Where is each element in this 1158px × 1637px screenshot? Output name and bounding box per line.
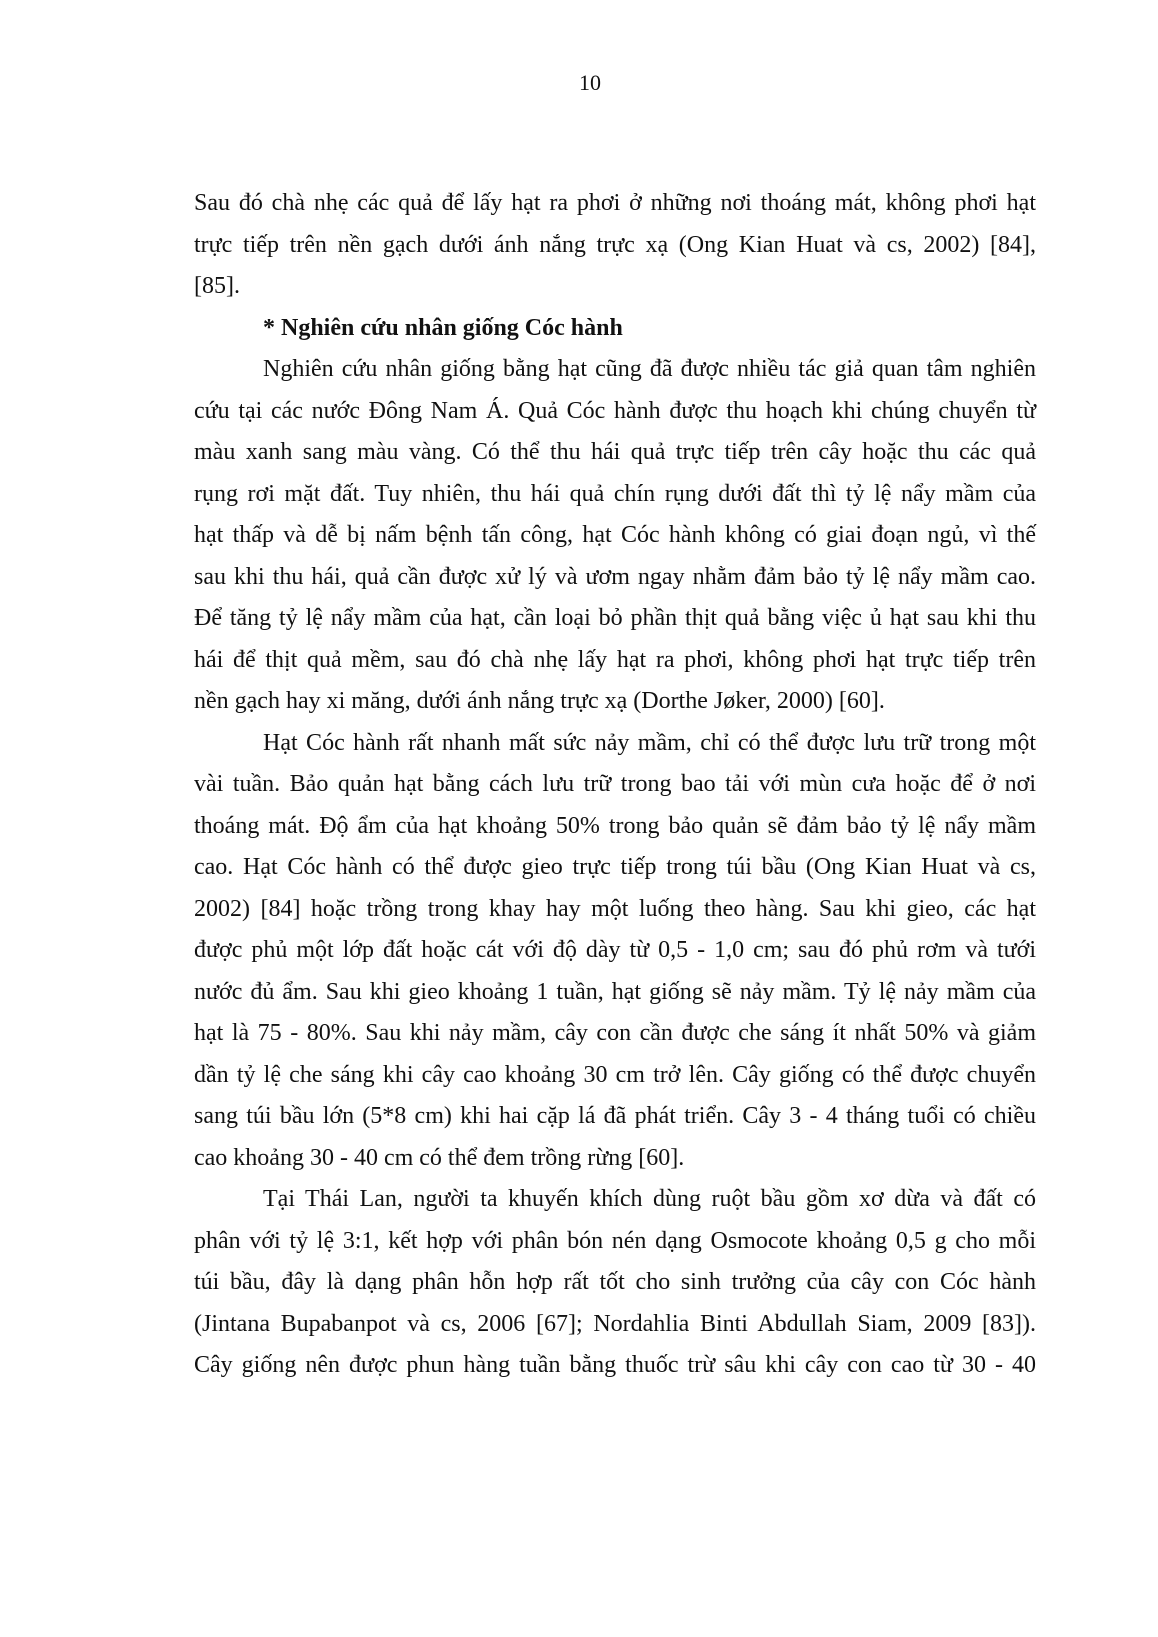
text-line: rụng rơi mặt đất. Tuy nhiên, thu hái quả chín rụng dưới đất thì tỷ lệ nẩy mầm của [194,480,1036,507]
text-line: nền gạch hay xi măng, dưới ánh nắng trực xạ (Dorthe Jøker, 2000) [60]. [194,688,885,714]
text-line: Hạt Cóc hành rất nhanh mất sức nảy mầm, chỉ có thể được lưu trữ trong một [263,729,1036,756]
text-line: được phủ một lớp đất hoặc cát với độ dày từ 0,5 - 1,0 cm; sau đó phủ rơm và tưới [194,937,1036,963]
text-line: Sau đó chà nhẹ các quả để lấy hạt ra phơi ở những nơi thoáng mát, không phơi hạt [194,190,1036,216]
text-line: dần tỷ lệ che sáng khi cây cao khoảng 30 cm trở lên. Cây giống có thể được chuyển [194,1061,1036,1088]
text-line: Để tăng tỷ lệ nẩy mầm của hạt, cần loại bỏ phần thịt quả bằng việc ủ hạt sau khi thu [194,605,1036,631]
text-line: nước đủ ẩm. Sau khi gieo khoảng 1 tuần, hạt giống sẽ nảy mầm. Tỷ lệ nảy mầm của [194,978,1036,1005]
text-line: Cây giống nên được phun hàng tuần bằng thuốc trừ sâu khi cây con cao từ 30 - 40 [194,1352,1036,1378]
text-line: thoáng mát. Độ ẩm của hạt khoảng 50% trong bảo quản sẽ đảm bảo tỷ lệ nẩy mầm [194,812,1036,839]
text-line: túi bầu, đây là dạng phân hỗn hợp rất tốt cho sinh trưởng của cây con Cóc hành [194,1269,1036,1295]
paragraph-seed-propagation [194,349,1036,723]
body-text [194,183,1036,1387]
text-line: màu xanh sang màu vàng. Có thể thu hái quả trực tiếp trên cây hoặc thu các quả [194,439,1036,465]
paragraph-thailand-nursery [194,1179,1036,1387]
text-line: vài tuần. Bảo quản hạt bằng cách lưu trữ trong bao tải với mùn cưa hoặc để ở nơi [194,771,1036,797]
text-line: Nghiên cứu nhân giống bằng hạt cũng đã được nhiều tác giả quan tâm nghiên [263,356,1036,382]
text-line: Tại Thái Lan, người ta khuyến khích dùng ruột bầu gồm xơ dừa và đất có [263,1186,1036,1212]
text-line: (Jintana Bupabanpot và cs, 2006 [67]; Nordahlia Binti Abdullah Siam, 2009 [83]). [194,1310,1036,1337]
section-heading: * Nghiên cứu nhân giống Cóc hành [263,314,623,341]
text-line: 2002) [84] hoặc trồng trong khay hay một luống theo hàng. Sau khi gieo, các hạt [194,895,1036,922]
text-line: hái để thịt quả mềm, sau đó chà nhẹ lấy hạt ra phơi, không phơi hạt trực tiếp trên [194,646,1036,673]
text-line: cao. Hạt Cóc hành có thể được gieo trực tiếp trong túi bầu (Ong Kian Huat và cs, [194,854,1036,880]
text-line: sang túi bầu lớn (5*8 cm) khi hai cặp lá đã phát triển. Cây 3 - 4 tháng tuổi có chiều [194,1103,1036,1129]
text-line: hạt thấp và dễ bị nấm bệnh tấn công, hạt Cóc hành không có giai đoạn ngủ, vì thế [194,522,1036,548]
page-number: 10 [579,70,601,95]
paragraph-seed-storage [194,723,1036,1180]
text-line: phân với tỷ lệ 3:1, kết hợp với phân bón nén dạng Osmocote khoảng 0,5 g cho mỗi [194,1227,1036,1254]
text-line: trực tiếp trên nền gạch dưới ánh nắng trực xạ (Ong Kian Huat và cs, 2002) [84], [194,231,1036,258]
paragraph-seed-drying [194,183,1036,308]
text-line: cao khoảng 30 - 40 cm có thể đem trồng rừng [60]. [194,1144,685,1171]
text-line: hạt là 75 - 80%. Sau khi nảy mầm, cây con cần được che sáng ít nhất 50% và giảm [194,1020,1036,1046]
text-line: [85]. [194,273,240,299]
text-line: sau khi thu hái, quả cần được xử lý và ươm ngay nhằm đảm bảo tỷ lệ nẩy mầm cao. [194,563,1036,590]
text-line: cứu tại các nước Đông Nam Á. Quả Cóc hành được thu hoạch khi chúng chuyển từ [194,397,1036,424]
